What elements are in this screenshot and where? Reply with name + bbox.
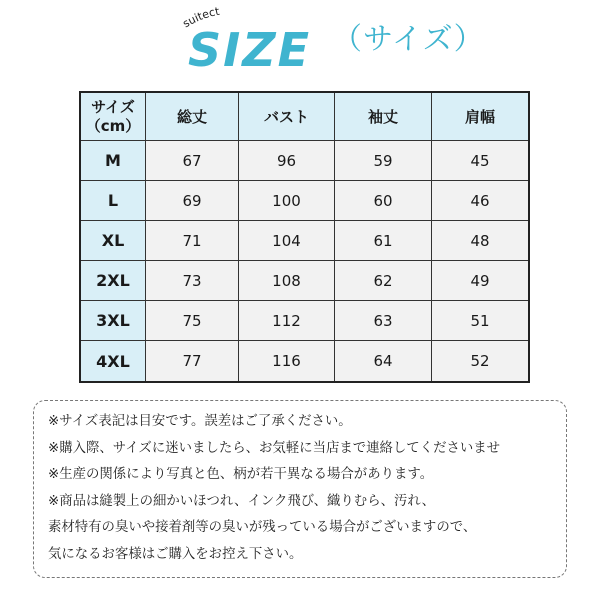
- column-header: 袖丈: [335, 93, 432, 141]
- note-line: 気になるお客様はご購入をお控え下さい。: [48, 546, 303, 562]
- table-cell: 63: [335, 301, 432, 341]
- table-cell: 100: [239, 181, 335, 221]
- table-cell: 112: [239, 301, 335, 341]
- table-cell: 46: [432, 181, 528, 221]
- note-line: ※生産の関係により写真と色、柄が若干異なる場合があります。: [48, 467, 434, 482]
- table-cell: 52: [432, 341, 528, 381]
- note-line: ※商品は縫製上の細かいほつれ、インク飛び、織りむら、汚れ、: [48, 493, 435, 509]
- size-table: [79, 91, 530, 383]
- logo-text: SIZE: [188, 23, 312, 77]
- table-cell: 69: [146, 181, 239, 221]
- corner-label: サイズ: [91, 97, 135, 116]
- table-row: [81, 221, 528, 261]
- table-cell: 49: [432, 261, 528, 301]
- table-cell: 62: [335, 261, 432, 301]
- corner-header: [81, 93, 146, 141]
- row-size-label: 2XL: [81, 261, 146, 301]
- size-logo: [168, 4, 328, 76]
- table-row: [81, 301, 528, 341]
- page-subtitle: （サイズ）: [332, 22, 485, 57]
- table-cell: 67: [146, 141, 239, 181]
- table-cell: 51: [432, 301, 528, 341]
- table-header-row: [81, 93, 528, 141]
- table-cell: 59: [335, 141, 432, 181]
- row-size-label: L: [81, 181, 146, 221]
- table-cell: 75: [146, 301, 239, 341]
- corner-unit: （cm）: [85, 116, 141, 135]
- notes-box: [33, 400, 567, 578]
- row-size-label: M: [81, 141, 146, 181]
- table-cell: 104: [239, 221, 335, 261]
- table-cell: 108: [239, 261, 335, 301]
- column-header: バスト: [239, 93, 335, 141]
- column-header: 肩幅: [432, 93, 528, 141]
- note-line: 素材特有の臭いや接着剤等の臭いが残っている場合がございますので、: [48, 520, 477, 535]
- note-line: ※購入際、サイズに迷いましたら、お気軽に当店まで連絡してくださいませ: [48, 440, 501, 456]
- table-cell: 116: [239, 341, 335, 381]
- row-size-label: 4XL: [81, 341, 146, 381]
- table-cell: 77: [146, 341, 239, 381]
- table-cell: 73: [146, 261, 239, 301]
- column-header: 総丈: [146, 93, 239, 141]
- header: [0, 0, 600, 80]
- note-line: ※サイズ表記は目安です。誤差はご了承ください。: [48, 414, 352, 429]
- table-row: [81, 141, 528, 181]
- row-size-label: 3XL: [81, 301, 146, 341]
- row-size-label: XL: [81, 221, 146, 261]
- brand-script-text: suitect: [180, 4, 221, 31]
- table-cell: 71: [146, 221, 239, 261]
- table-cell: 96: [239, 141, 335, 181]
- table-row: [81, 181, 528, 221]
- table-cell: 45: [432, 141, 528, 181]
- table-row: [81, 341, 528, 381]
- table-cell: 64: [335, 341, 432, 381]
- table-cell: 61: [335, 221, 432, 261]
- table-row: [81, 261, 528, 301]
- table-cell: 48: [432, 221, 528, 261]
- table-cell: 60: [335, 181, 432, 221]
